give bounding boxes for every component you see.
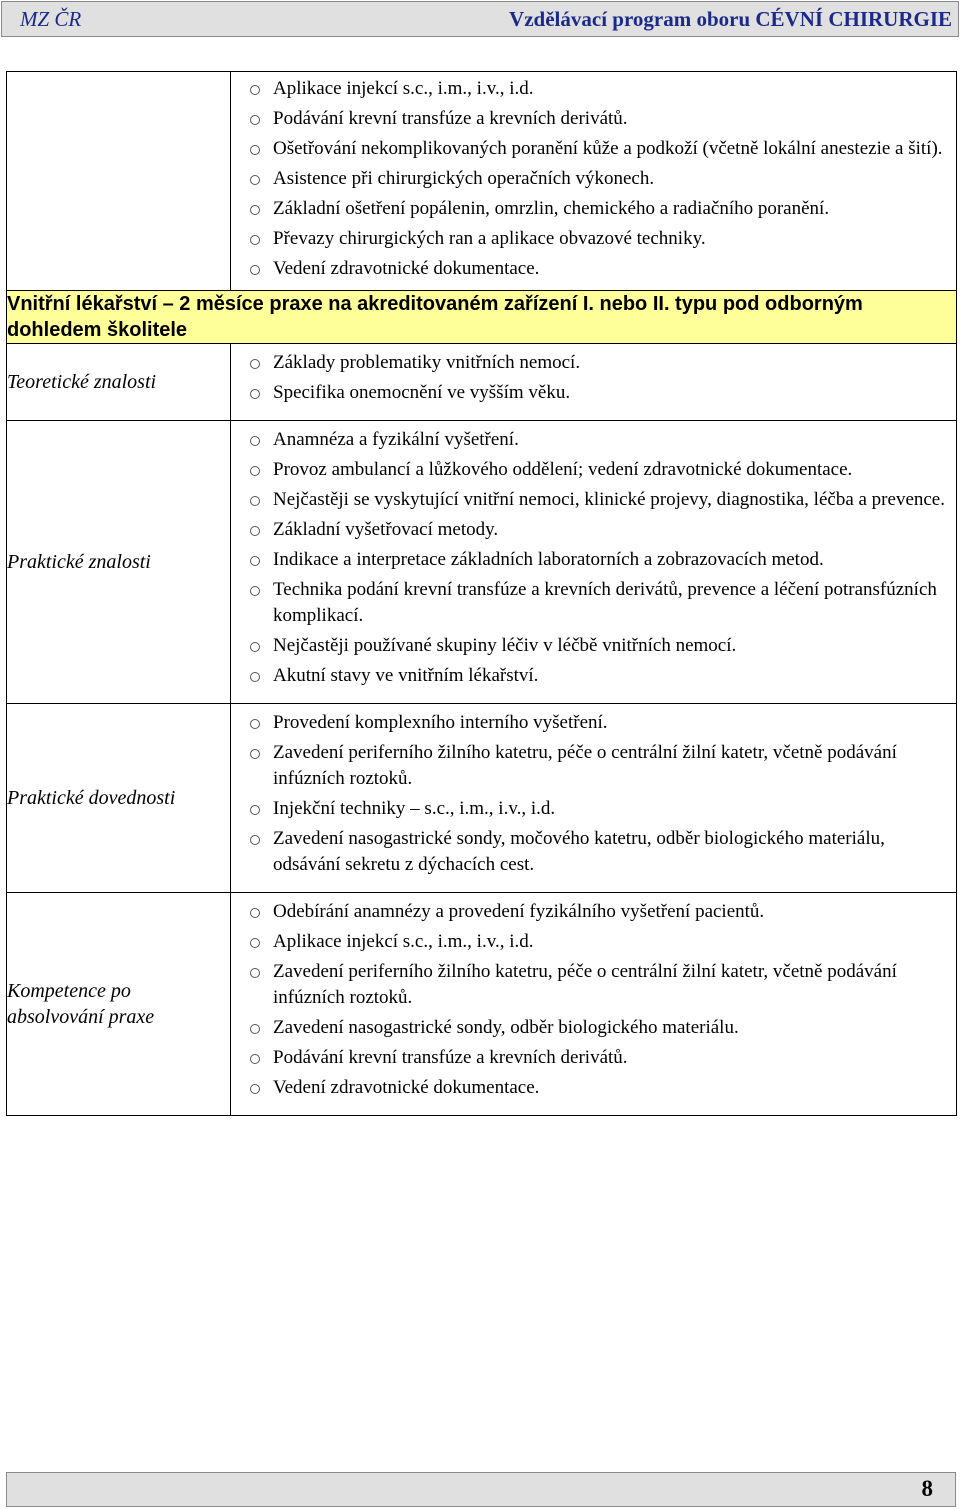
list-item: Zavedení nasogastrické sondy, močového katetru, odběr biologického materiálu, odsávání sekretu z dýchacích cest. [231,826,948,878]
continuation-list [231,72,956,290]
table-row [7,344,957,421]
header-ministry: MZ ČR [20,7,82,31]
table-row [7,704,957,893]
row-items-cell [231,421,957,704]
list-item: Nejčastěji se vyskytující vnitřní nemoci, klinické projevy, diagnostika, léčba a prevence. [231,487,948,513]
page-number: 8 [921,1476,933,1501]
curriculum-table [6,71,957,1116]
list-item: Vedení zdravotnické dokumentace. [231,256,948,282]
list-item: Aplikace injekcí s.c., i.m., i.v., i.d. [231,929,948,955]
table-row [7,421,957,704]
bullet-list [231,344,956,420]
page-header [1,1,959,37]
list-item: Aplikace injekcí s.c., i.m., i.v., i.d. [231,76,948,102]
bullet-list [231,893,956,1115]
list-item: Anamnéza a fyzikální vyšetření. [231,427,948,453]
continuation-row [7,72,957,291]
header-program-title: Vzdělávací program oboru CÉVNÍ CHIRURGIE [509,7,952,31]
list-item: Indikace a interpretace základních laboratorních a zobrazovacích metod. [231,547,948,573]
list-item: Podávání krevní transfúze a krevních derivátů. [231,106,948,132]
list-item: Odebírání anamnézy a provedení fyzikálního vyšetření pacientů. [231,899,948,925]
row-items-cell [231,344,957,421]
section-heading-row [7,291,957,344]
list-item: Specifika onemocnění ve vyšším věku. [231,380,948,406]
continuation-label-cell [7,72,231,291]
list-item: Asistence při chirurgických operačních výkonech. [231,166,948,192]
list-item: Ošetřování nekomplikovaných poranění kůže a podkoží (včetně lokální anestezie a šití). [231,136,948,162]
page-footer [6,1472,956,1507]
list-item: Zavedení periferního žilního katetru, péče o centrální žilní katetr, včetně podávání infúzních roztoků. [231,740,948,792]
list-item: Provedení komplexního interního vyšetření. [231,710,948,736]
list-item: Převazy chirurgických ran a aplikace obvazové techniky. [231,226,948,252]
row-items-cell [231,893,957,1116]
list-item: Nejčastěji používané skupiny léčiv v léčbě vnitřních nemocí. [231,633,948,659]
list-item: Akutní stavy ve vnitřním lékařství. [231,663,948,689]
list-item: Provoz ambulancí a lůžkového oddělení; vedení zdravotnické dokumentace. [231,457,948,483]
list-item: Vedení zdravotnické dokumentace. [231,1075,948,1101]
list-item: Technika podání krevní transfúze a krevních derivátů, prevence a léčení potransfúzních komplikací. [231,577,948,629]
table-row [7,893,957,1116]
list-item: Základní vyšetřovací metody. [231,517,948,543]
row-label-theory: Teoretické znalosti [7,344,231,421]
list-item: Základní ošetření popálenin, omrzlin, chemického a radiačního poranění. [231,196,948,222]
row-label-practical-knowledge: Praktické znalosti [7,421,231,704]
section-title: Vnitřní lékařství – 2 měsíce praxe na akreditovaném zařízení I. nebo II. typu pod odborným dohledem školitele [7,291,957,344]
list-item: Zavedení nasogastrické sondy, odběr biologického materiálu. [231,1015,948,1041]
row-items-cell [231,704,957,893]
bullet-list [231,704,956,892]
list-item: Základy problematiky vnitřních nemocí. [231,350,948,376]
bullet-list [231,421,956,703]
row-label-practical-skills: Praktické dovednosti [7,704,231,893]
list-item: Zavedení periferního žilního katetru, péče o centrální žilní katetr, včetně podávání infúzních roztoků. [231,959,948,1011]
continuation-items-cell [231,72,957,291]
list-item: Podávání krevní transfúze a krevních derivátů. [231,1045,948,1071]
row-label-competences: Kompetence po absolvování praxe [7,893,231,1116]
list-item: Injekční techniky – s.c., i.m., i.v., i.d. [231,796,948,822]
